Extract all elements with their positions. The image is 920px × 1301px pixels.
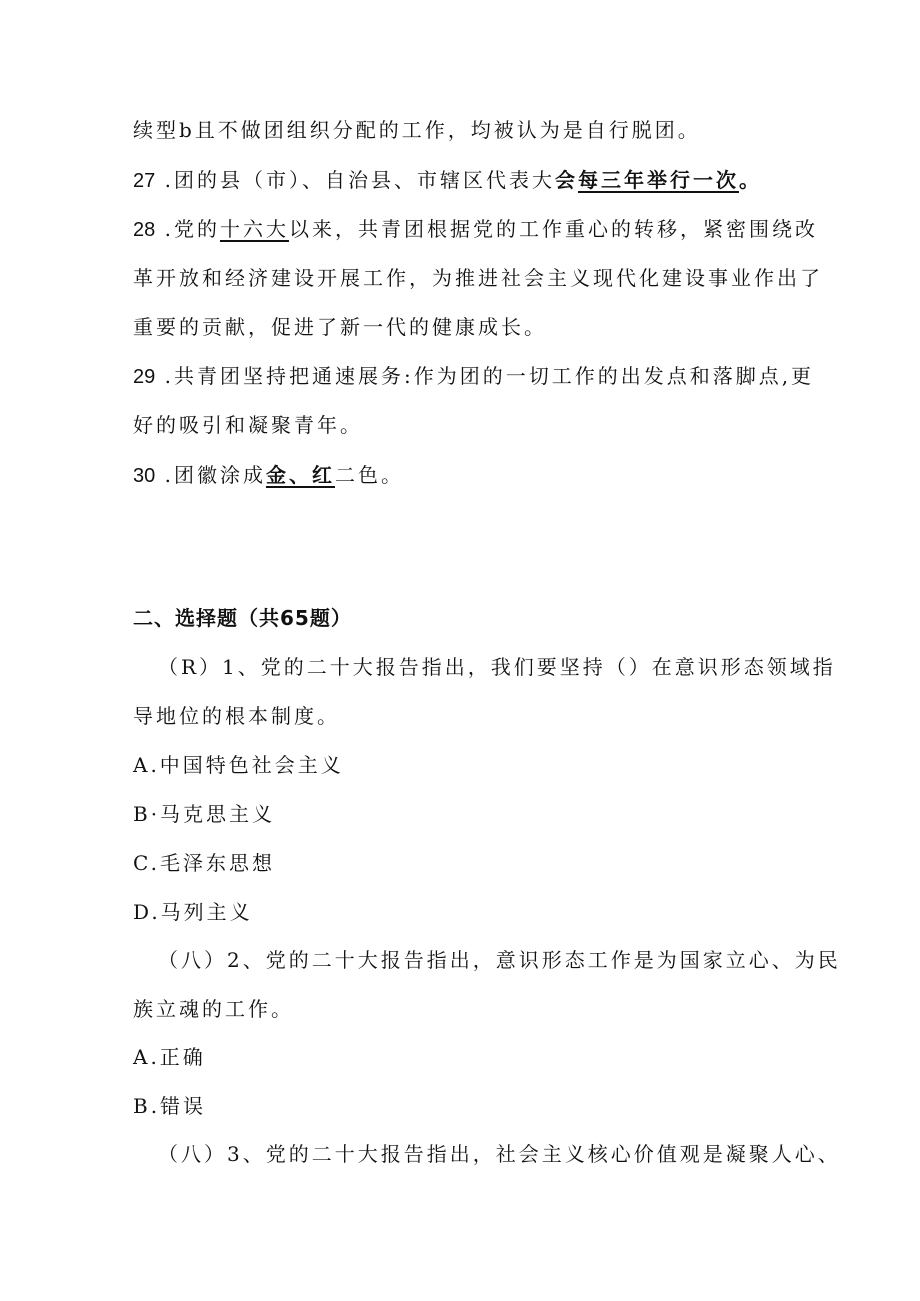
question-1-option-d: D.马列主义 [133, 900, 253, 924]
item-27-number: 27 [133, 170, 156, 192]
item-30-answer: 金、红 [265, 463, 335, 487]
section-title: 二、选择题（共65题） [133, 606, 352, 630]
item-28 [133, 215, 818, 244]
item-29-number: 29 [133, 366, 156, 388]
question-1-line2 [133, 702, 340, 730]
question-3-text: 党的二十大报告指出，社会主义核心价值观是凝聚人心、 [265, 1142, 841, 1166]
item-28-line2 [133, 264, 823, 292]
item-29 [133, 362, 814, 391]
item-28-line3 [133, 313, 547, 341]
item-29-text: .共青团坚持把通速展务:作为团的一切工作的出发点和落脚点,更 [155, 364, 815, 388]
continuation-line [133, 116, 701, 144]
question-1-text: 党的二十大报告指出，我们要坚持（）在意识形态领域指 [260, 655, 836, 679]
item-27-text: .团的县（市）、自治县、市辖区代表大 [155, 168, 555, 192]
item-30 [133, 461, 404, 490]
question-1-option-c: C.毛泽东思想 [133, 851, 275, 875]
item-29-line2 [133, 411, 363, 439]
question-1-line2-text: 导地位的根本制度。 [133, 704, 340, 728]
item-28-answer: 十六大 [219, 217, 289, 241]
question-2 [158, 946, 841, 974]
question-1-option-b: B·马克思主义 [133, 802, 276, 826]
item-28-line2-text: 革开放和经济建设开展工作，为推进社会主义现代化建设事业作出了 [133, 266, 823, 290]
question-2-line2-text: 族立魂的工作。 [133, 997, 294, 1021]
item-28-text-end: 以来，共青团根据党的工作重心的转移，紧密围绕改 [288, 217, 818, 241]
question-1-prefix: （R）1、 [158, 655, 261, 679]
item-27-answer: 每三年举行一次 [577, 168, 739, 192]
question-1-option-a: A.中国特色社会主义 [133, 753, 344, 777]
question-2-option-b: B.错误 [133, 1094, 207, 1118]
question-3 [158, 1140, 841, 1168]
question-1 [158, 653, 836, 681]
item-28-number: 28 [133, 219, 156, 241]
item-27-answer-prefix: 会 [554, 168, 578, 192]
item-27 [133, 166, 762, 195]
item-30-number: 30 [133, 465, 156, 487]
item-27-end: 。 [738, 168, 762, 192]
item-28-line3-text: 重要的贡献，促进了新一代的健康成长。 [133, 315, 547, 339]
item-29-line2-text: 好的吸引和凝聚青年。 [133, 413, 363, 437]
continuation-text: 续型b且不做团组织分配的工作，均被认为是自行脱团。 [133, 118, 701, 142]
question-2-prefix: （八）2、 [158, 948, 266, 972]
question-2-line2 [133, 995, 294, 1023]
question-2-text: 党的二十大报告指出，意识形态工作是为国家立心、为民 [265, 948, 841, 972]
item-30-end: 二色。 [334, 463, 404, 487]
item-30-text: .团徽涂成 [155, 463, 266, 487]
item-28-text-start: .党的 [155, 217, 220, 241]
question-2-option-a: A.正确 [133, 1045, 206, 1069]
question-3-prefix: （八）3、 [158, 1142, 266, 1166]
